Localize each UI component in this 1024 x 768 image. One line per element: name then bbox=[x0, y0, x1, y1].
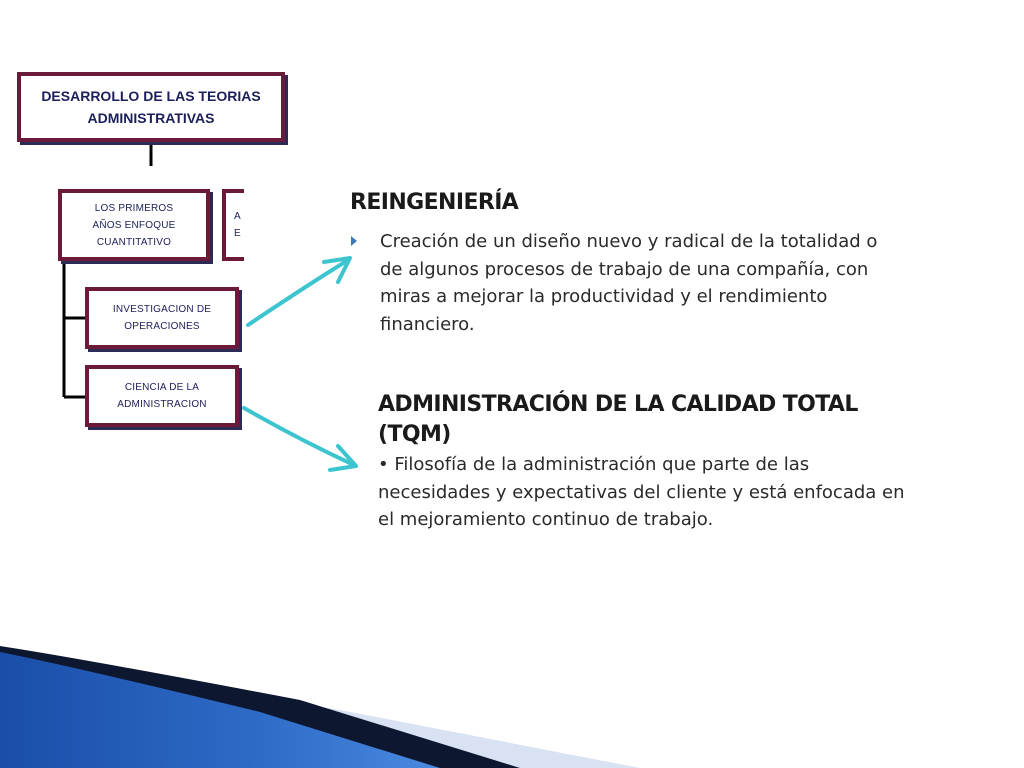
arrow-to-tqm bbox=[244, 408, 356, 470]
reingenieria-heading: REINGENIERÍA bbox=[350, 190, 519, 215]
tqm-text: • Filosofía de la administración que parte de las necesidades y expectativas del cliente y está enfocada en el mejoramiento continuo de trabajo. bbox=[378, 454, 905, 530]
arrow-to-reingenieria bbox=[248, 258, 350, 325]
clipped-side-box: A E bbox=[222, 189, 244, 261]
management-science-box: CIENCIA DE LA ADMINISTRACION bbox=[85, 365, 239, 427]
tqm-heading: ADMINISTRACIÓN DE LA CALIDAD TOTAL (TQM) bbox=[378, 392, 858, 447]
theories-title-box: DESARROLLO DE LAS TEORIAS ADMINISTRATIVAS bbox=[17, 72, 285, 142]
early-years-quantitative-box: LOS PRIMEROS AÑOS ENFOQUE CUANTITATIVO bbox=[58, 189, 210, 261]
reingenieria-text: Creación de un diseño nuevo y radical de la totalidad o de algunos procesos de trabajo de una compañía, con miras a mejorar la productividad y el rendimiento financiero. bbox=[380, 231, 878, 335]
operations-research-box: INVESTIGACION DE OPERACIONES bbox=[85, 287, 239, 349]
triangle-right-icon bbox=[351, 236, 357, 246]
